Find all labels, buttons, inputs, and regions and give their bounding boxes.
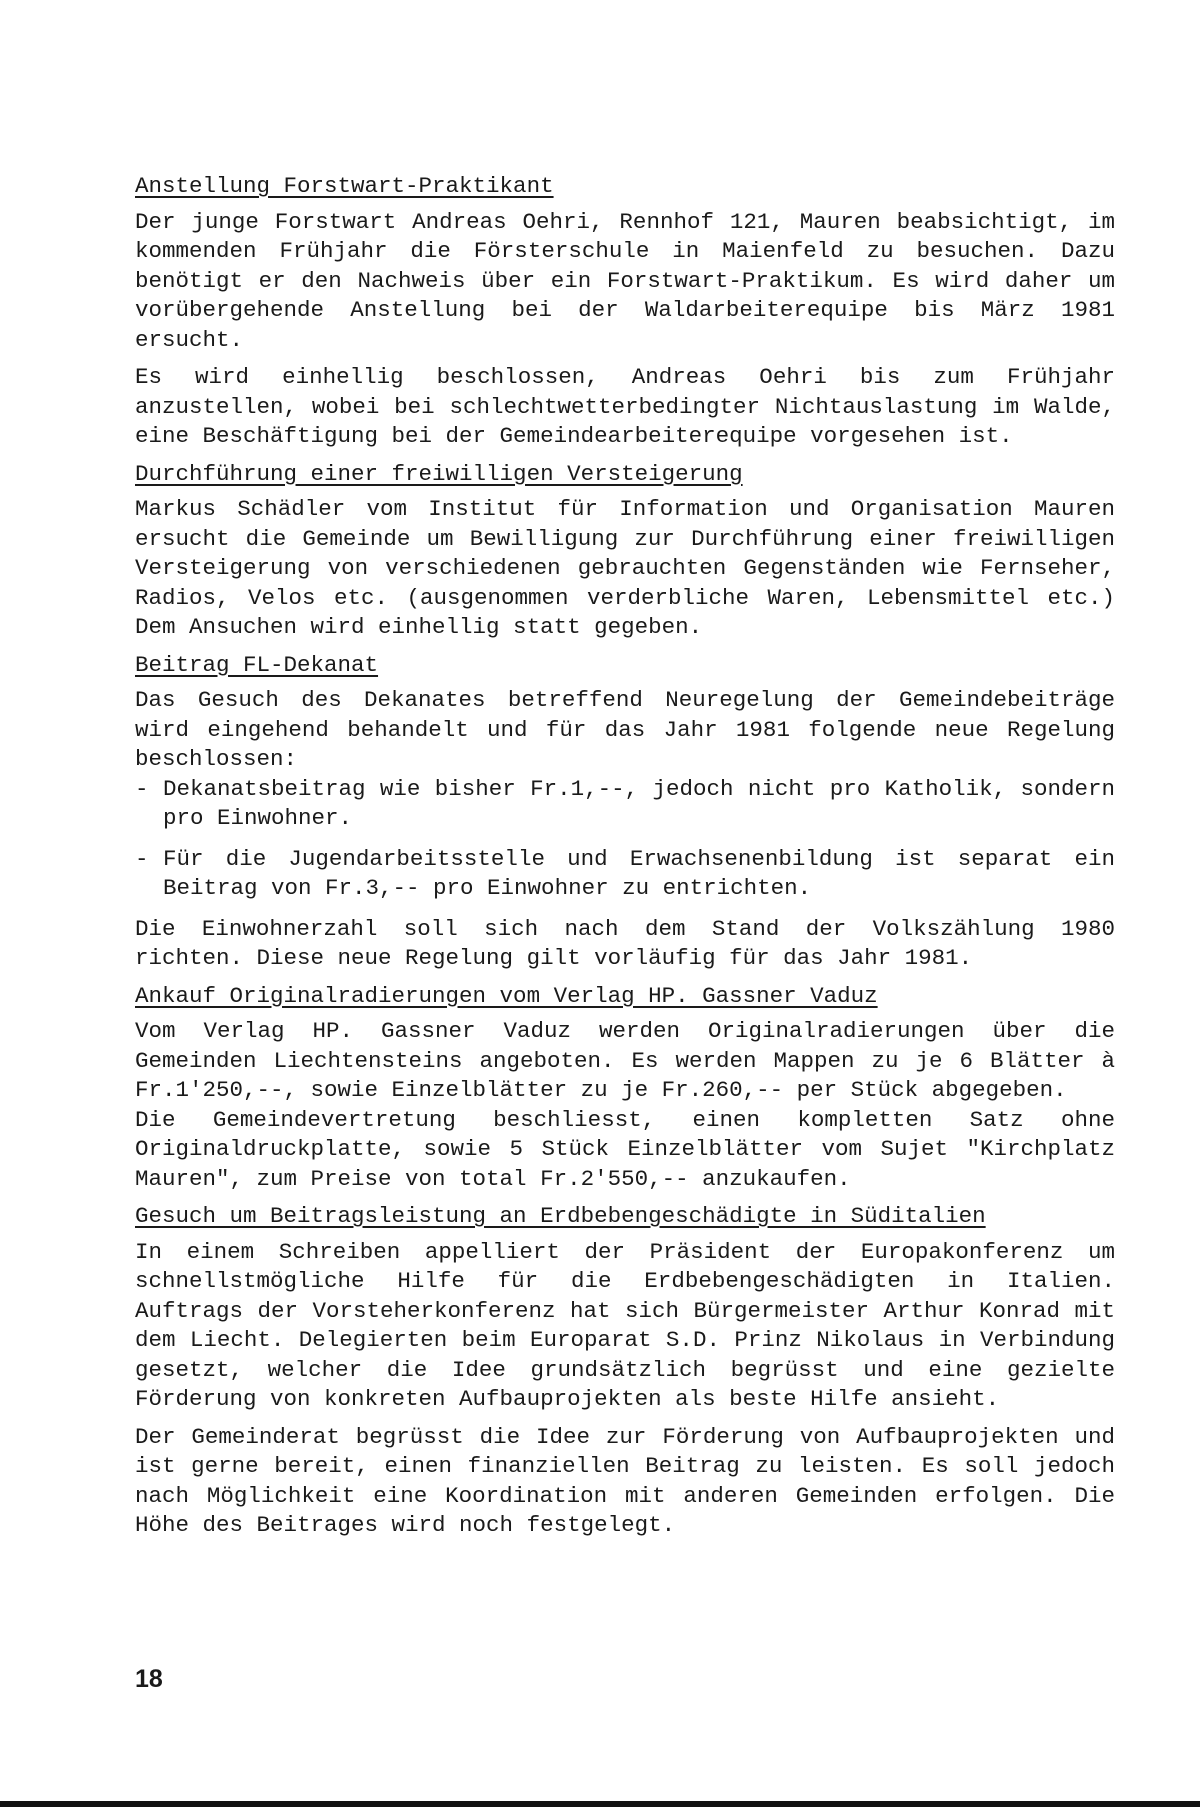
section-heading: Anstellung Forstwart-Praktikant [135, 173, 554, 199]
section-anstellung [135, 172, 1115, 452]
list-item [135, 845, 1115, 904]
paragraph: Der Gemeinderat begrüsst die Idee zur Förderung von Aufbauprojekten und ist gerne bereit, einen finanziellen Beitrag zu leisten. Es soll jedoch nach Möglichkeit eine Koordination mit anderen Gemeinden erfolgen. Die Höhe des Beitrages wird noch festgelegt. [135, 1423, 1115, 1538]
paragraph: Die Einwohnerzahl soll sich nach dem Stand der Volkszählung 1980 richten. Diese neue Regelung gilt vorläufig für das Jahr 1981. [135, 915, 1115, 971]
list-item-text: Für die Jugendarbeitsstelle und Erwachsenenbildung ist separat ein Beitrag von Fr.3,-- pro Einwohner zu entrichten. [163, 845, 1115, 901]
section-heading: Ankauf Originalradierungen vom Verlag HP. Gassner Vaduz [135, 982, 878, 1009]
paragraph: Markus Schädler vom Institut für Information und Organisation Mauren ersucht die Gemeinde um Bewilligung zur Durchführung einer freiwilligen Versteigerung von verschiedenen gebrauchten Gegenständen wie Fernseher, Radios, Velos etc. (ausgenommen verderbliche Waren, Lebensmittel etc.) Dem Ansuchen wird einhellig statt gegeben. [135, 496, 1115, 640]
paragraph: In einem Schreiben appelliert der Präsident der Europakonferenz um schnellstmögliche Hilfe für die Erdbebengeschädigten in Italien. Auftrags der Vorsteherkonferenz hat sich Bürgermeister Arthur Konrad mit dem Liecht. Delegierten beim Europarat S.D. Prinz Nikolaus in Verbindung gesetzt, welcher die Idee grundsätzlich begrüsst und eine gezielte Förderung von konkreten Aufbauprojekten als beste Hilfe ansieht. [135, 1238, 1115, 1412]
bullet-list [135, 775, 1115, 904]
bottom-rule [0, 1801, 1200, 1807]
section-heading: Gesuch um Beitragsleistung an Erdbebengeschädigte in Süditalien [135, 1203, 986, 1229]
document-body [135, 172, 1115, 1549]
list-item-text: Dekanatsbeitrag wie bisher Fr.1,--, jedoch nicht pro Katholik, sondern pro Einwohner. [163, 775, 1115, 831]
section-heading: Beitrag FL-Dekanat [135, 651, 379, 678]
list-item [135, 775, 1115, 834]
paragraph: Es wird einhellig beschlossen, Andreas Oehri bis zum Frühjahr anzustellen, wobei bei schlechtwetterbedingter Nichtauslastung im Walde, eine Beschäftigung bei der Gemeindearbeiterequipe vorgesehen ist. [135, 364, 1115, 449]
section-originalradierungen [135, 982, 1115, 1195]
paragraph: Die Gemeindevertretung beschliesst, einen kompletten Satz ohne Originaldruckplatte, sowie 5 Stück Einzelblätter vom Sujet "Kirchplatz Mauren", zum Preise von total Fr.2'550,-- anzukaufen. [135, 1106, 1115, 1192]
section-erdbeben [135, 1202, 1115, 1541]
page-number: 18 [135, 1665, 163, 1693]
bullet-marker: - [135, 845, 149, 872]
section-heading: Durchführung einer freiwilligen Versteigerung [135, 460, 743, 487]
bullet-marker: - [135, 775, 149, 802]
paragraph: Der junge Forstwart Andreas Oehri, Rennhof 121, Mauren beabsichtigt, im kommenden Frühjahr die Försterschule in Maienfeld zu besuchen. Dazu benötigt er den Nachweis über ein Forstwart-Praktikum. Es wird daher um vorübergehende Anstellung bei der Waldarbeiterequipe bis März 1981 ersucht. [135, 208, 1115, 353]
paragraph: Vom Verlag HP. Gassner Vaduz werden Originalradierungen über die Gemeinden Liechtensteins angeboten. Es werden Mappen zu je 6 Blätter à Fr.1'250,--, sowie Einzelblätter zu je Fr.260,-- per Stück abgegeben. [135, 1018, 1115, 1103]
paragraph: Das Gesuch des Dekanates betreffend Neuregelung der Gemeindebeiträge wird eingehend behandelt und für das Jahr 1981 folgende neue Regelung beschlossen: [135, 687, 1115, 772]
section-versteigerung [135, 460, 1115, 643]
section-dekanat [135, 651, 1115, 974]
